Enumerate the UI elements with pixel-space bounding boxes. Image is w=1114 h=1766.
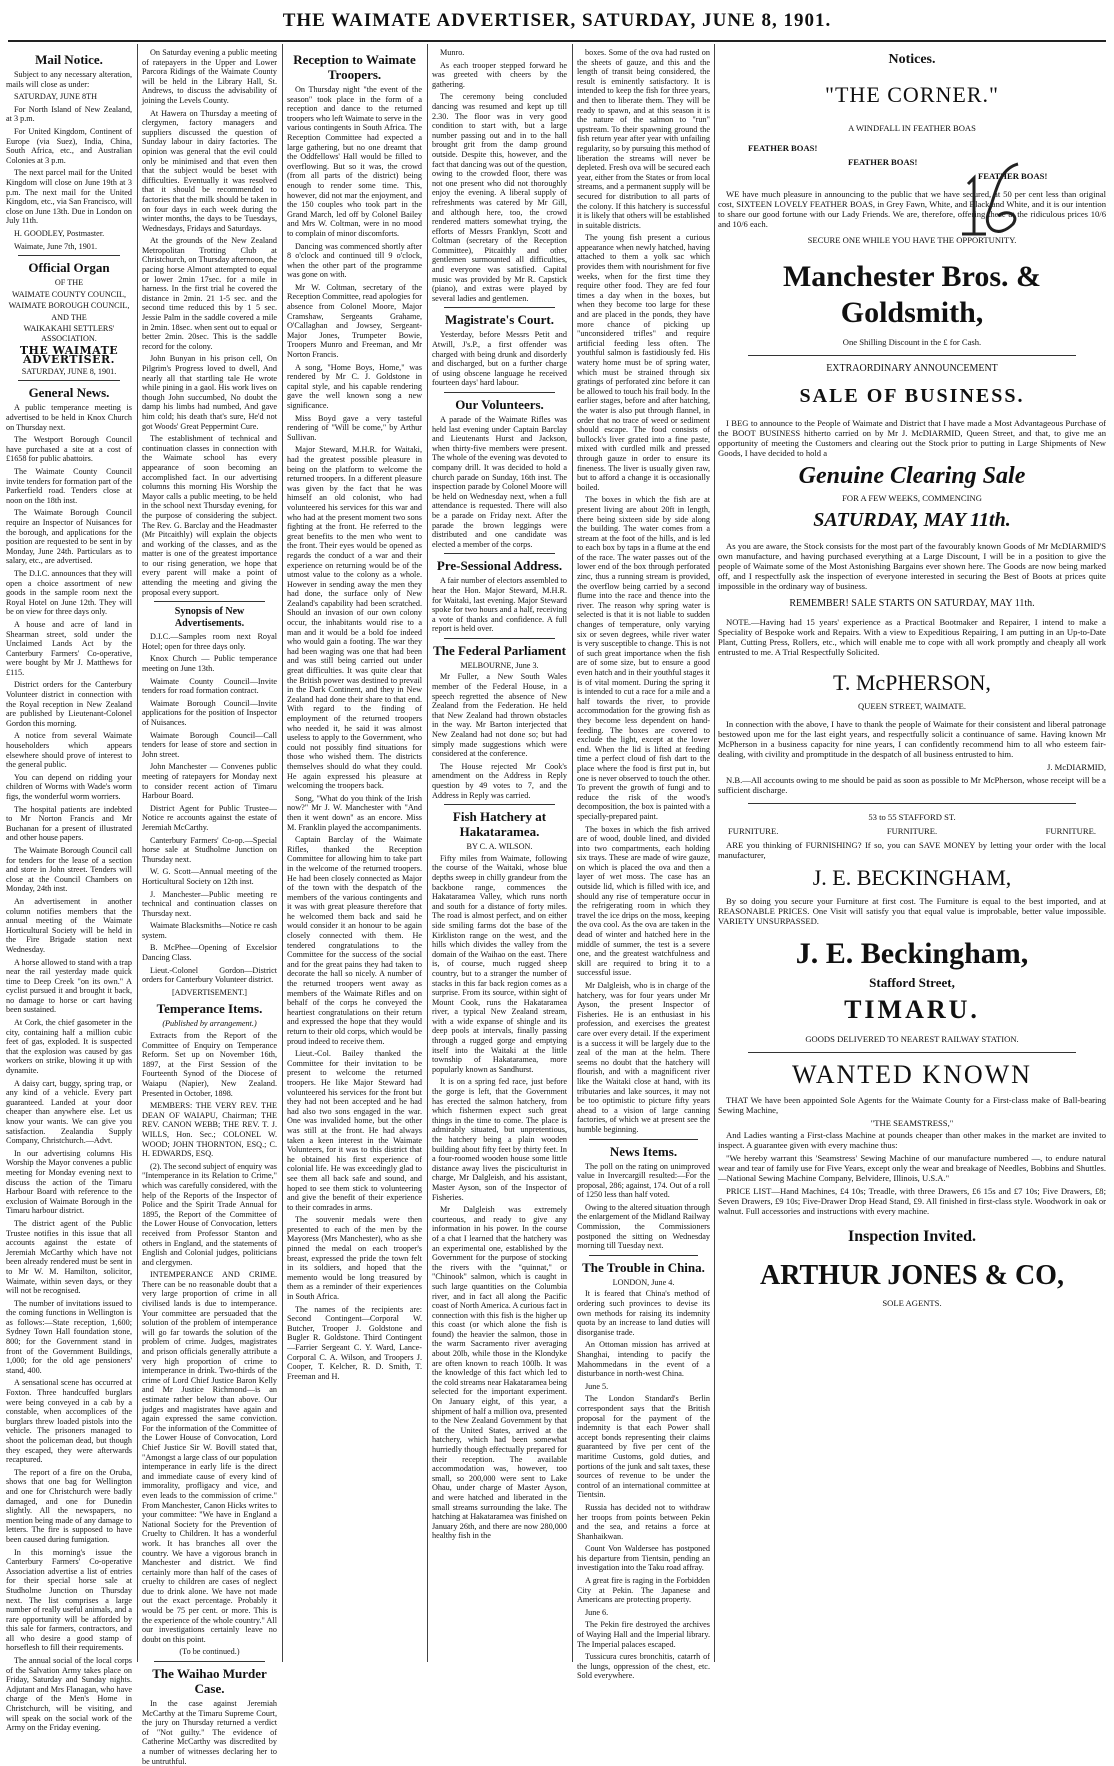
feather-boas-2: FEATHER BOAS! xyxy=(848,157,918,167)
paragraph: WAIMATE BOROUGH COUNCIL, xyxy=(8,301,130,311)
mcpherson-name: T. McPHERSON, xyxy=(833,670,991,695)
paragraph: Miss Boyd gave a very tasteful rendering of "Will be come," by Arthur Sullivan. xyxy=(287,413,422,442)
column-2 xyxy=(142,48,277,1766)
mcdiarmid-paragraph: In connection with the above, I have to thank the people of Waimate for their consistent and liberal patronage bestowed upon me for the last eight years, and respectfully solicit a continuance of same. Having known Mr McPherson in a business capacity for nine years, I can confidently recommend him to all who esteem fair-dealing, with civility and promptitude in the despatch of all business entrusted to him. xyxy=(718,719,1106,759)
paper-date: SATURDAY, JUNE 8, 1901. xyxy=(21,366,117,376)
paragraph: The Waimate County Council invite tenders for formation part of the Parkerfield road. Tenders close at noon on the 18th inst. xyxy=(6,467,132,505)
paragraph: A song, "Home Boys, Home," was rendered by Mr C. J. Goldstone in capital style, and his capable rendering gave the well known song a new significance. xyxy=(287,362,422,410)
corner-paragraph: WE have much pleasure in announcing to the public that we have secured, at 50 per cent less than original cost, SIXTEEN LOVELY FEATHER BOAS, in Grey Fawn, White, and Black and White, and it is our intention to share our good fortune with our Lady Friends. We are, therefore, offering these at the ridiculous prices 10/6 and 10/6 each. xyxy=(718,189,1106,229)
divider xyxy=(589,1255,698,1256)
paragraph: You can depend on ridding your children of Worms with Wade's worm figs, the wonderful worm worriers. xyxy=(6,772,132,801)
divider xyxy=(748,355,1076,356)
paragraph: On Thursday night "the event of the season" took place in the form of a reception and dance to the returned troopers who left Waimate to serve in the various contingents in South Africa. The Reception Committee had expected a large gathering, but no one dreamt that the Oddfellows' Hall would be filled to overflowing. But so it was, the crowd (from all parts of the district) being enough to render some time. This, however, did not mar the enjoyment, and the 150 couples who took part in the Grand March, led off by Colonel Bailey and Mrs W. Coltman, were in no mood to complain of minor discomforts. xyxy=(287,85,422,238)
paragraph: A daisy cart, buggy, spring trap, or any kind of a vehicle. Every part guaranteed. Landed at your door cheaper than anywhere else. Let us know your wants. We can give you satisfaction. Zealandia Supply Company, Christchurch.—Advt. xyxy=(6,1078,132,1146)
magistrates-court-body xyxy=(432,330,567,388)
synopsis-title: Synopsis of New Advertisements. xyxy=(174,606,245,630)
paragraph: The district agent of the Public Trustee notifies in this issue that all accounts against the estate of Jeremiah McCarthy which have not been already rendered must be sent in to Mr W. M. Hamilton, solicitor, Waimate, within seven days, or they will not be recognised. xyxy=(6,1218,132,1296)
paragraph: At the grounds of the New Zealand Metropolitan Trotting Club at Christchurch, on Thursday afternoon, the pacing horse Almont attempted to equal or lower 2min 17sec. for a mile in harness. In the first trial he covered the distance in 2min. 21 1-5 sec. and the second time reduced this by 1 5 sec. Jessie Palm in the saddle covered a mile in 2min. 18sec. when sent out to equal or better 2min. 20sec. This is the saddle record for the colony. xyxy=(142,236,277,351)
pre-sessional-title: Pre-Sessional Address. xyxy=(436,558,563,574)
furniture-label: FURNITURE. xyxy=(1045,826,1096,836)
column-rule xyxy=(137,44,138,1662)
news-items-body xyxy=(577,1162,710,1251)
paragraph: For North Island of New Zealand, at 3 p.m. xyxy=(6,104,132,124)
paragraph: (2). The second subject of enquiry was "Intemperance in its Relation to Crime," which was carefully considered, with the help of the Reports of the Inspector of Police and the Spirit Trade Annual for 1895, the Report of the Committee of the Lower House of Convocation, letters received from Professor Stanton and others in England, and the statements of English and Colonial judges, politicians and clergymen. xyxy=(142,1161,277,1267)
general-news-title: General News. xyxy=(28,385,110,401)
seamstress-line: "THE SEAMSTRESS," xyxy=(870,1118,954,1128)
paragraph: Knox Church — Public temperance meeting on June 13th. xyxy=(142,654,277,674)
paragraph: The names of the recipients are: Second Contingent—Corporal W. Butcher, Trooper J. Goldstone and Bugler R. Goldstone. Third Contingent—Farrier Sergeant C. Y. Ward, Lance-Corporal C. A. Wilson, and Troopers J. Cooper, T. Kelcher, R. D. Smith, T. Freeman and H. xyxy=(287,1304,422,1381)
sale-paragraph: I BEG to announce to the People of Waimate and District that I have made a Most Advantageous Purchase of the BOOT BUSINESS hitherto carried on by Mr J. McDIARMID, Queen Street, and that, to give me an opportunity of meeting the Customers and clearing out the Stock prior to putting in Large Shipments of New Goods, I have decided to hold a xyxy=(718,418,1106,458)
paragraph: At Hawera on Thursday a meeting of clergymen, factory managers and suppliers discussed the question of Sunday labour in dairy factories. The opinion was general that the evil could only be minimised and that even then that the subject would be beset with difficulties. Eventually it was resolved that it should be recommended to factories that the milk should be taken in on four days in each week during the winter months, the days to be Tuesdays, Wednesdays, Fridays and Saturdays. xyxy=(142,108,277,233)
paragraph: The report of a fire on the Oruba, shows that one bag for Wellington and one for Christchurch were badly damaged, and one for Dunedin slightly. All the newspapers, no mention being made of any damage to letters. The fire is supposed to have been caused during fumigation. xyxy=(6,1467,132,1544)
manchester-bros-heading: Manchester Bros. & Goldsmith, xyxy=(782,260,1042,329)
paragraph: Tussicura cures bronchitis, catarrh of the lungs, oppression of the chest, etc. Sold everywhere. xyxy=(577,1652,710,1681)
paragraph: The Waimate Borough Council require an Inspector of Nuisances for the borough, and applications for the position are requested to be sent in by Monday, June 24th. Particulars as to salary, etc., are advertised. xyxy=(6,508,132,566)
wanted-known-heading: WANTED KNOWN xyxy=(792,1060,1032,1089)
synopsis-body xyxy=(142,632,277,985)
paragraph: WAIMATE COUNTY COUNCIL, xyxy=(11,289,127,299)
paragraph: The annual social of the local corps of the Salvation Army takes place on Friday, Saturday and Sunday nights. Adjutant and Mrs Flanagan, who have charge of the Men's Home in Christchurch, will be visiting, and will speak on the social work of the Army on the Friday evening. xyxy=(6,1656,132,1733)
paragraph: It is on a spring fed race, just before the gorge is left, that the Government has erected the salmon hatchery, from which fishermen expect such great things in the time to come. The place is admirably situated, but unpretentious, the hatchery being a plain wooden building about fifty feet by thirty feet. In a four-roomed wooden house some little distance away lives the pisciculturist in charge, Mr Dalgleish, and his assistant, Master Ayson, son of the Inspector of Fisheries. xyxy=(432,1077,567,1202)
remember-line: REMEMBER! SALE STARTS ON SATURDAY, MAY 11th. xyxy=(789,598,1035,609)
paragraph: The D.I.C. announces that they will open a choice assortment of new goods in the sample room next the Royal Hotel on June 12th. They will be on view for three days only. xyxy=(6,568,132,617)
official-organ-lines xyxy=(6,278,132,344)
paragraph: The boxes in which the fish are at present living are about 20ft in length, there being sixteen side by side along the building. The water comes from a stream at the foot of the hills, and is led to each box by taps in a flume at the end of the race. The water passes out of the lower end of the box through perforated zinc, thus a running stream is provided, the overflow being carried by a second flume into the race and thence into the river. The reason why spring water is selected is that it is not liable to sudden changes of temperature, only varying six or seven degrees, while river water is very susceptible to change. This is not of such great importance when the fish are of some size, but to ensure a good even hatch and in their youthful stages it is of vital moment. During the spring it is intended to cut a race for a mile and a half towards the river, to provide accommodation for the growing fish as they become less dependent on hand-feeding. The boxes are covered to exclude the light, except at the lower end. When the lid is lifted at feeding time a perfect cloud of fish dart to the place where the food is first put in, but one is never observed to touch the other. To prevent the growth of fungi and to reduce the risk of the wood's decomposition, the box is painted with a specially-prepared paint. xyxy=(577,495,711,821)
furniture-label: FURNITURE. xyxy=(886,826,938,836)
paragraph: The souvenir medals were then presented to each of the men by the Mayoress (Mrs Manchester), who as she pinned the medal on each trooper's breast, expressed the pride the town felt in its soldiers, and hoped that the memento would be long treasured by them as a reminder of their experiences in South Africa. xyxy=(287,1215,422,1302)
note-paragraph: NOTE.—Having had 15 years' experience as a Practical Bootmaker and Repairer, I intend to make a Speciality of Bespoke work and Repairs. With a view to Expeditious Repairing, I am putting in an Up-to-Date Plant, Cutting Press, Rollers, etc., which will enable me to cope with all work promptly and cheaply all work entrusted to me. A Trial Respectfully Solicited. xyxy=(718,617,1106,657)
paragraph: Waimate, June 7th, 1901. xyxy=(14,241,98,251)
paragraph: OF THE xyxy=(54,278,84,288)
beckingham-heading: J. E. BECKINGHAM, xyxy=(812,865,1012,890)
paper-name: THE WAIMATE ADVERTISER. xyxy=(19,343,119,367)
federal-parliament-body xyxy=(432,672,567,800)
paragraph: The Waimate Borough Council call for tenders for the lease of a section and store in John street. Tenders will close at the Council Chambers on Monday, 24th inst. xyxy=(6,845,132,894)
notices-title: Notices. xyxy=(888,52,936,67)
mail-notice-body xyxy=(6,70,132,251)
paragraph: INTEMPERANCE AND CRIME. There can be no reasonable doubt that a very large proportion of crime in all civilised lands is due to intemperance. Your committee are persuaded that the solution of the problem of intemperance will go far towards the solution of the problem of crime. Judges, magistrates and prison officials generally attribute a very high proportion of crime to intemperance in drink. Two-thirds of the crime of Lord Chief Justice Baron Kelly and Mr Justice Richmond—is an estimate rather below than above. Our judges and magistrates have again and again expressed the same conviction. For the information of the Committee of the Lower House of Convocation, Lord Chief Justice Sir W. Bovill stated that, "Amongst a large class of our population intemperance in early life is the direct and immediate cause of every kind of immorality, profligacy and vice, and even leads to the commission of crime." From Manchester, Canon Hicks writes to your committee: "We have in England a National Society for the Prevention of Cruelty to Children. It has a wonderful work. It has branches all over the country. We have a vigorous branch in Manchester and district. We find certainly more than half of the cases of cruelty to children are cases of neglect due to drink alone. We have not made out the exact percentage. Probably it would be 75 per cent. or more. This is the experience of the whole country." All our investigations certainly leave no doubt on this point. xyxy=(142,1270,277,1644)
paragraph: The establishment of technical and continuation classes in connection with the Waimate school has every appearance of soon becoming an accomplished fact. In our advertising columns this morning His Worship the Mayor calls a public meeting, to be held in the school next Thursday evening, for the purpose of considering the subject. The Rev. G. Barclay and the Headmaster (Mr Pitcaithly) will explain the objects and working of the classes, and as the matter is one of the greatest importance to our rising generation, we hope that every parent will make a point of attending the meeting and giving the proposal every support. xyxy=(142,434,277,597)
divider xyxy=(589,1139,698,1140)
advertisement-tag: [ADVERTISEMENT.] xyxy=(171,987,248,997)
volunteers-body xyxy=(432,415,567,549)
waihao-title: The Waihao Murder Case. xyxy=(152,1666,267,1697)
divider xyxy=(444,804,555,805)
stock-paragraph: As you are aware, the Stock consists for the most part of the favourably known Goods of Mr McDIARMID'S own manufacture, and having purchased everything at a Large Discount, I will be in a position to give the people of Waimate some of the Most Astonishing Bargains ever shown here. The Goods are now being marked off, and I respectfully ask the inspection of everyone interested in securing the Best of Boots at prices quite impossible in the ordinary way of business. xyxy=(718,541,1106,591)
column-rule xyxy=(714,44,715,1662)
divider xyxy=(444,392,555,393)
paragraph: H. GOODLEY, Postmaster. xyxy=(14,228,105,238)
paragraph: On Saturday evening a public meeting of ratepayers in the Upper and Lower Parcora Ridings of the Waimate County will be held in the Library Hall, St. Andrews, to discuss the advisability of joining the Levels County. xyxy=(142,48,277,105)
column-5 xyxy=(577,48,711,1681)
volunteers-title: Our Volunteers. xyxy=(455,397,544,412)
paragraph: John Manchester — Convenes public meeting of ratepayers for Monday next to consider recent action of Timaru Harbour Board. xyxy=(142,762,277,801)
feather-boas-1: FEATHER BOAS! xyxy=(748,143,818,153)
paragraph: The Westport Borough Council have purchased a site at a cost of £1658 for public abattoirs. xyxy=(6,435,132,464)
column-1 xyxy=(6,48,133,1733)
column-3 xyxy=(287,48,422,1660)
arthur-jones-heading: ARTHUR JONES & CO, xyxy=(760,1260,1064,1291)
fish-hatchery-continued xyxy=(577,48,710,1135)
price-list-paragraph: PRICE LIST—Hand Machines, £4 10s; Treadle, with three Drawers, £6 15s and £7 10s; Five Drawers, £8; Seven Drawers, £9 10s; Five-Drawer Drop Head Stand, £9. All finished in first-class style. Woodwork in oak or walnut. Full accessories and instructions with every machine. xyxy=(718,1186,1106,1216)
beckingham-script-heading: J. E. Beckingham, xyxy=(795,937,1029,970)
furniture-row xyxy=(728,826,1096,836)
goods-delivered-line: GOODS DELIVERED TO NEAREST RAILWAY STATION. xyxy=(805,1034,1019,1044)
paragraph: The young fish present a curious appearance when newly hatched, having attached to them a yolk sac which provides them with nourishment for five weeks, when for the first time they require other food. They are fed four times a day when in the boxes, but when they become too large for these and are placed in the ponds, they have more chance of picking up "unconsidered trifles" and require artificial feeding less often. The youthful salmon is fastidiously fed. His watery home must be of spring water, which must be strained through six gratings of perforated zinc before it can be allowed to touch his frail body. In the earlier stages, before and after hatching, the water is also put through flannel, in order that no trace of weed or sediment should escape. The food consists of bullock's liver grated into a fine paste, mixed with curdled milk and pressed through gauze in order to ensure its fineness. The liver is usually given raw, but to afford a change it is occasionally boiled. xyxy=(577,233,710,492)
divider xyxy=(154,601,265,602)
divider xyxy=(748,803,1076,804)
paragraph: The boxes in which the fish arrived are of wood, double lined, and divided into two compartments, each holding six trays. These are made of wire gauze, on which is placed the ova and then a layer of wet moss. The case has an outside lid, which is filled with ice, and should any rise of temperature occur in the refrigerating room in which they travel the ice drips on the moss, keeping the ova cool. As the ova are taken in the dead of winter and hatched here in the middle of summer, the test is a severe one, and the greatest watchfulness and skill are required to bring it to a successful issue. xyxy=(577,824,710,978)
stafford-street-line: Stafford Street, xyxy=(869,975,955,990)
windfall-line: A WINDFALL IN FEATHER BOAS xyxy=(848,123,976,133)
masthead-rule xyxy=(8,40,1106,42)
paragraph: The ceremony being concluded dancing was resumed and kept up till 2.30. The floor was in very good condition to start with, but a large number passing out and in to the hall brought grit from the damp ground outside. Despite this, however, and the fact that dancing was out of the question, owing to the crowded floor, there was not one present who did not thoroughly enjoy the evening. A liberal supply of refreshments was catered by Mr Gill, and although here, too, the crowd rendered matters somewhat trying, the efforts of Messrs Franklyn, Scott and Coltman (secretary of the Reception Committee), Pitcaithly and other gentlemen surmounted all difficulties, and everyone was satisfied. Capital music was provided by Mr R. Capstick (piano), and extras were played by several ladies and gentlemen. xyxy=(432,92,567,303)
feather-boas-3: FEATHER BOAS! xyxy=(978,171,1048,181)
extraordinary-announcement: EXTRAORDINARY ANNOUNCEMENT xyxy=(826,363,998,374)
official-organ-title: Official Organ xyxy=(28,260,110,276)
sole-agents-line: SOLE AGENTS. xyxy=(882,1298,942,1308)
paragraph: Subject to any necessary alteration, mails will close as under: xyxy=(6,70,132,89)
column-4 xyxy=(432,48,567,1660)
paragraph: A horse allowed to stand with a trap near the rail yesterday made quick time to Deep Creek "on its own." A cyclist pursued it and brought it back, no damage to horse or cart having been sustained. xyxy=(6,957,133,1015)
divider xyxy=(18,380,120,381)
beckingham-paragraph: By so doing you secure your Furniture at first cost. The Furniture is equal to the best imported, and at REASONABLE PRICES. One Visit will satisfy you that equal value is improbable, better value impossible. VARIETY UNSURPASSED. xyxy=(718,896,1106,926)
magistrates-court-title: Magistrate's Court. xyxy=(444,312,555,328)
reception-continued xyxy=(432,48,567,303)
reception-body xyxy=(287,85,422,1381)
few-weeks-line: FOR A FEW WEEKS, COMMENCING xyxy=(842,493,982,503)
paragraph: W. G. Scott—Annual meeting of the Horticultural Society on 12th inst. xyxy=(142,867,277,886)
paragraph: John Bunyan in his prison cell, On Pilgrim's Progress loved to dwell, And nearly all that startling tale He wrote while pining in a gaol. His work lives on though John succumbed, No doubt the damp his limbs had numbed, And gave him cold; his death that's sure, He'd not got Woods' Great Peppermint Cure. xyxy=(142,354,277,431)
column-rule xyxy=(282,44,283,1662)
pre-sessional-body xyxy=(432,576,567,634)
temperance-body xyxy=(142,1031,277,1644)
paragraph: June 6. xyxy=(585,1607,609,1617)
paragraph: D.I.C.—Samples room next Royal Hotel; open for three days only. xyxy=(142,632,277,651)
handwritten-annotation xyxy=(958,154,1028,264)
paragraph: In this morning's issue the Canterbury Farmers' Co-operative Association advertise a list of entries for their special horse sale at Studholme Junction on Thursday next. The list comprises a large number of really useful animals, and a rare opportunity will be afforded by this sale for farmers, contractors, and all who desire a good stamp of horseflesh to fill their requirements. xyxy=(6,1547,132,1653)
paragraph: B. McPhee—Opening of Excelsior Dancing Class. xyxy=(142,943,277,963)
the-corner-heading: "THE CORNER." xyxy=(825,82,999,107)
cash-discount-line: One Shilling Discount in the £ for Cash. xyxy=(842,337,982,347)
paragraph: Waimate County Council—Invite tenders for road formation contract. xyxy=(142,676,277,696)
paragraph: Count Von Waldersee has postponed his departure from Tientsin, pending an investigation into the Taku road affray. xyxy=(577,1544,710,1573)
divider xyxy=(154,1661,265,1662)
temperance-subtitle: (Published by arrangement.) xyxy=(162,1019,257,1029)
paragraph: The poll on the rating on unimproved value in Invercargill resulted:—For the proposal, 286; against, 174. Out of a roll of 1250 less than half voted. xyxy=(577,1161,710,1200)
masthead: THE WAIMATE ADVERTISER, SATURDAY, JUNE 8, 1901. xyxy=(282,10,832,31)
china-dateline: LONDON, June 4. xyxy=(612,1277,675,1287)
paragraph: Owing to the altered situation through the enlargement of the Midland Railway Commission, the Commissioners postponed the sitting on Wednesday morning till Tuesday next. xyxy=(577,1202,710,1251)
paragraph: The House rejected Mr Cook's amendment on the Address in Reply question by 49 votes to 7, and the Address in Reply was carried. xyxy=(432,761,567,800)
fish-hatchery-byline: BY C. A. WILSON. xyxy=(466,842,533,852)
paragraph: An advertisement in another column notifies members that the annual meeting of the Waimate Horticultural Society will be held in the Fire Brigade station next Wednesday. xyxy=(6,896,132,954)
divider xyxy=(748,1052,1076,1053)
paragraph: The next parcel mail for the United Kingdom will close on June 19th at 3 p.m. The next mail for the United Kingdom, etc., via San Francisco, will close on June 13th. Due in London on July 11th. xyxy=(6,168,132,226)
paragraph: An Ottoman mission has arrived at Shanghai, intending to pacify the Mahommedans in the event of a disturbance in north-west China. xyxy=(577,1340,710,1379)
seamstress-paragraph: And Ladies wanting a First-class Machine at pounds cheaper than other makes in the market are invited to inspect. A guarantee given with every machine thus: xyxy=(718,1130,1106,1150)
paragraph: In our advertising columns His Worship the Mayor convenes a public meeting for Monday evening next to discuss the action of the Timaru Harbour Board with reference to the exclusion of Waimate Borough in the Timaru harbour district. xyxy=(6,1148,132,1216)
paragraph: MEMBERS: THE VERY REV. THE DEAN OF WAIAPU, Chairman; THE REV. CANON WEBB; THE REV. T. J. WILLS, Hon. Sec.; COLONEL W. WOOD; JOHN THORNTON, ESQ.; C. H. EDWARDS, ESQ. xyxy=(142,1101,277,1159)
column-2-items xyxy=(142,48,277,597)
paragraph: The hospital patients are indebted to Mr Norton Francis and Mr Buchanan for a present of illustrated and other house papers. xyxy=(6,804,132,843)
paragraph: Lieut.-Colonel Gordon—District orders for Canterbury Volunteer district. xyxy=(142,965,277,985)
paragraph: Major Steward, M.H.R. for Waitaki, had the greatest possible pleasure in being on the platform to welcome the returned troopers. In a different pleasure was given by the fact that he was himself an old colonist, who had volunteered his services for this war and who had at the present moment two sons fighting at the front. He referred to the great benefits to the men who went to the front. Their eyes would be opened as regards the conduct of a war and their experience on returning would be of the utmost value to the colony as a whole. However in sending away the men they had done, the surface only of New Zealand's capability had been scratched. Should an invasion of our own colony occur, the inhabitants would rise to a man and it would be a bold foe indeed who would gain a footing. The war they had been waging was one that had been and was still being carried out under great difficulties. It was quite clear that the British power was destined to prevail in the Dark Continent, and they in New Zealand had done their share to that end. With regard to the finding of employment of the returned troopers who needed it, he said it was almost useless to apply to the Government, who could not possibly find situations for those who wished them. The districts themselves should do what they could. He again expressed his pleasure at welcoming the troopers back. xyxy=(287,445,422,791)
general-news-body xyxy=(6,403,132,1732)
paragraph: Mr Dalgleish was extremely courteous, and ready to give any information in his power. In the course of a chat I learned that the hatchery was an experimental one, established by the Government for the purpose of stocking the rivers with the "quinnat," or "Chinook" salmon, which is caught in such large quantities on the Columbia river, and in fact all along the Pacific coast of North America. A curious fact in connection with this fish is the higher up this coast (or which alone the fish is found) the heavier the salmon, those in the warm Sacramento river averaging about 20lb, while those in the Klondyke are often known to reach 100lb. It was the knowledge of this fact which led to the cold streams near Hakataramea being selected for the important experiment. On January eight, of this year, a shipment of half a million ova, presented to the New Zealand Government by that of the United States, arrived at the hatchery, which had been somewhat hurriedly though effectually prepared for their reception. The available accommodation was, however, too small, so 200,000 were sent to Lake Ohau, under charge of Master Ayson, and were hatched and liberated in the small streams surrounding the lake. The hatching at Hakataramea was finished on January 26th, and there are now 280,000 healthy fish in the xyxy=(432,1205,567,1541)
paragraph: Russia has decided not to withdraw her troops from points between Pekin and the sea, and retains a force at Shanhaikwan. xyxy=(577,1502,710,1541)
waihao-body xyxy=(142,1699,277,1766)
column-rule xyxy=(572,44,573,1662)
federal-parliament-title: The Federal Parliament xyxy=(433,642,566,658)
divider xyxy=(444,638,555,639)
column-rule xyxy=(427,44,428,1662)
divider xyxy=(18,255,120,256)
sale-of-business-heading: SALE OF BUSINESS. xyxy=(799,385,1025,407)
paragraph: Mr W. Coltman, secretary of the Reception Committee, read apologies for absence from Colonel Moore, Major Cramshaw, Sergeants Grahame, O'Callaghan and Jowsey, Sergeant-Major Jones, Trumpeter Bowie, Troopers Munro and Freeman, and Mr Norton Francis. xyxy=(287,282,422,360)
stafford-address: 53 to 55 STAFFORD ST. xyxy=(868,812,956,822)
paragraph: The Pekin fire destroyed the archives of Waying Hall and the Imperial library. The Imperial palaces escaped. xyxy=(577,1620,710,1649)
china-body xyxy=(577,1289,710,1681)
inspection-invited: Inspection Invited. xyxy=(847,1228,977,1245)
paragraph: J. Manchester—Public meeting re technical and continuation classes on Thursday next. xyxy=(142,889,277,918)
paragraph: A house and acre of land in Shearman street, sold under the Unclaimed Lands Act by the Canterbury Farmers' Co-operative, were bought by Mr J. Matthews for £115. xyxy=(6,619,132,677)
paragraph: A parade of the Waimate Rifles was held last evening under Captain Barclay and Lieutenants Hurst and Jackson, when thirty-five members were present. The whole of the evening was devoted to company drill. It was decided to hold a church parade on Sunday, 16th inst. The inspection parade by Colonel Moore will be held on Wednesday next, when a full attendance is requested. There will also be a parade on Friday next. After the parade the brown leggings were distributed and one candidate was elected a member of the corps. xyxy=(432,415,567,549)
fish-hatchery-title: Fish Hatchery at Hakataramea. xyxy=(452,809,547,840)
paragraph: In the case against Jeremiah McCarthy at the Timaru Supreme Court, the jury on Thursday returned a verdict of "Not guilty." The evidence of Catherine McCarthy was discredited by a number of witnesses declaring her to be untruthful. xyxy=(142,1699,277,1766)
reception-title: Reception to Waimate Troopers. xyxy=(293,52,416,82)
paragraph: It is feared that China's method of ordering such provinces to devise its own methods for raising its indemnity quota by an increase to land duties will disorganise trade. xyxy=(577,1289,710,1337)
paragraph: District orders for the Canterbury Volunteer district in connection with the Royal reception in New Zealand are published by Lieutenant-Colonel Gordon this morning. xyxy=(6,680,132,728)
paragraph: AND THE xyxy=(51,312,87,322)
paragraph: District Agent for Public Trustee—Notice re accounts against the estate of Jeremiah McCarthy. xyxy=(142,803,277,832)
paragraph: Munro. xyxy=(440,48,465,57)
paragraph: Fifty miles from Waimate, following the course of the Waitaki, whose blue depths sweep in chilly grandeur from the backbone range, commences the Hakataramea Valley, which runs north and south for a distance of forty miles. The road is almost perfect, and on either side smiling farms dot the base of the Kirkliston range on the west, and the hills which divides the valley from the domain of the Waihao on the east. There is, of course, much rugged sheep country, but to a stranger the number of stacks in this far back region comes as a surprise. From its source, within sight of Mount Cook, runs the Hakataramea river, a typical New Zealand stream, with a wide expanse of shingle and its deep pools at intervals, finally passing through a rugged gorge and emptying itself into the Waitaki at the little township of Hakataramea, more popularly known as Sandhurst. xyxy=(432,853,567,1074)
china-title: The Trouble in China. xyxy=(582,1259,705,1275)
paragraph: Song, "What do you think of the Irish now?" Mr J. W. Manchester with "And then it went down" as an encore. Miss M. Franklin played the accompaniments. xyxy=(287,793,422,832)
paragraph: As each trooper stepped forward he was greeted with cheers by the gathering. xyxy=(432,60,567,89)
paragraph: Waimate Borough Council—Call tenders for lease of store and section in John street. xyxy=(142,730,277,759)
paragraph: Waimate Borough Council—Invite applications for the position of Inspector of Nuisances. xyxy=(142,698,277,727)
paragraph: Waimate Blacksmiths—Notice re cash system. xyxy=(142,921,277,940)
paragraph: Mr Fuller, a New South Wales member of the Federal House, in a speech regretted the absence of New Zealand from the Federation. He held that New Zealand had thrown obstacles in the way. Mr Barton interjected that New Zealand had not done so; but had simply made suggestions which were considered at the conference. xyxy=(432,672,567,759)
paragraph: A sensational scene has occurred at Foxton. Three handcuffed burglars were being conveyed in a cab by a constable, when accomplices of the burglars threw loaded pistols into the vehicle. The prisoners managed to shoot the policeman dead, but though they escaped, they were afterwards recaptured. xyxy=(6,1378,132,1465)
furniture-label: FURNITURE. xyxy=(728,826,779,836)
saturday-may-11: SATURDAY, MAY 11th. xyxy=(813,509,1011,531)
timaru-heading: TIMARU. xyxy=(844,995,980,1024)
paragraph: At Cork, the chief gasometer in the city, containing half a million cubic feet of gas, exploded. It is suspected that the explosion was caused by gas workers on strike, blowing it up with dynamite. xyxy=(6,1018,132,1076)
temperance-title: Temperance Items. xyxy=(156,1001,263,1017)
to-be-continued: (To be continued.) xyxy=(179,1647,240,1657)
paragraph: Canterbury Farmers' Co-op.—Special horse sale at Studholme Junction on Thursday next. xyxy=(142,835,277,864)
paragraph: Lieut.-Col. Bailey thanked the Committee for their invitation to be present to welcome the returned troopers. He like Major Steward had volunteered his services for the front but they had not been accepted and he had had also two sons engaged in the war. One was invalided home, but the other was still at the front. He had always taken a keen interest in the Waimate Volunteers, for it was to this district that he obtained his first experience of colonial life. He was exceedingly glad to see them all back safe and sound, and hoped to see them stick to volunteering and give the benefit of their experience to their comrades in arms. xyxy=(287,1049,422,1212)
fish-hatchery-body xyxy=(432,854,567,1541)
guarantee-paragraph: "We hereby warrant this 'Seamstress' Sewing Machine of our manufacture numbered —, to endure natural wear and tear of family use for Five Years, except only the wear and breakage of Needles, Bobbins and Shuttles.—National Sewing Machine Company, Belvidere, Illinois, U.S.A." xyxy=(718,1153,1106,1183)
genuine-clearing-sale: Genuine Clearing Sale xyxy=(798,463,1026,489)
news-items-title: News Items. xyxy=(609,1143,678,1159)
mail-notice-title: Mail Notice. xyxy=(35,52,103,67)
paragraph: The London Standard's Berlin correspondent says that the British proposal for the payment of the indemnity is that each Power shall accept bonds representing their claims guaranteed by five per cent of the maritime Customs, gold duties, and portions of the junk and salt taxes, these sources of revenue to be under the control of an international committee at Tientsin. xyxy=(577,1394,710,1500)
paragraph: The number of invitations issued to the coming functions in Wellington is as follows:—State reception, 1,600; Sydney Town Hall foundation stone, 800; for the Government stand in front of the Government Buildings, 1,000; for the old age pensioners' stand, 400. xyxy=(6,1298,132,1375)
paragraph: SATURDAY, JUNE 8TH xyxy=(14,92,98,102)
paragraph: A public temperance meeting is advertised to be held in Knox Church on Thursday next. xyxy=(6,403,132,432)
mcdiarmid-nb: N.B.—All accounts owing to me should be paid as soon as possible to Mr McPherson, whose receipt will be a sufficient discharge. xyxy=(718,775,1106,795)
divider xyxy=(444,553,555,554)
mcdiarmid-signature: J. McDIARMID, xyxy=(1047,762,1106,772)
wanted-paragraph: THAT We have been appointed Sole Agents for the Waimate County for a First-class make of Ball-bearing Sewing Machine, xyxy=(718,1095,1106,1115)
paragraph: A notice from several Waimate householders which appears elsewhere should prove of interest to the general public. xyxy=(6,731,132,770)
paragraph: June 5. xyxy=(585,1381,609,1391)
paragraph: Yesterday, before Messrs Petit and Atwill, J's.P., a first offender was charged with being drunk and disorderly and discharged, but on a further charge of using obscene language he received fourteen days' hard labour. xyxy=(432,330,567,388)
federal-dateline: MELBOURNE, June 3. xyxy=(460,660,539,670)
paragraph: A fair number of electors assembled to hear the Hon. Major Steward, M.H.R. for Waitaki, last evening. Major Steward spoke for two hours and a half, receiving a vote of thanks and confidence. A full report is held over. xyxy=(432,576,567,634)
paragraph: WAIKAKAHI SETTLERS' ASSOCIATION. xyxy=(23,324,115,344)
paragraph: Extracts from the Report of the Committee of Enquiry on Temperance Reform. Set up on November 16th, 1897, at the First Session of the Fourteenth Synod of the Diocese of Waiapu (Napier), New Zealand. Presented in October, 1898. xyxy=(142,1031,277,1098)
paragraph: boxes. Some of the ova had rusted on the sheets of gauze, and this and the length of transit being considered, the result is eminently satisfactory. It is intended to keep the fish for three years, and then to liberate them. They will be ready to spawn, and at this season it is the nature of the salmon to "run" upstream. To their spawning ground the fish return year after year with unfailing regularity, so by pursuing this method of liberation the streams will never be depleted. Fresh ova will be secured each year, either from the States or from local streams, and a permanent supply will be secured for distribution to all parts of the colony. If this hatchery is successful it is likely that others will be established in suitable districts. xyxy=(577,48,710,230)
paragraph: Dancing was commenced shortly after 8 o'clock and continued till 9 o'clock, when the other part of the programme was gone on with. xyxy=(287,241,422,280)
furnishing-paragraph: ARE you thinking of FURNISHING? If so, you can SAVE MONEY by letting your order with the local manufacturer, xyxy=(718,840,1106,860)
divider xyxy=(444,307,555,308)
secure-one-line: SECURE ONE WHILE YOU HAVE THE OPPORTUNITY. xyxy=(807,235,1017,245)
paragraph: Captain Barclay of the Waimate Rifles, thanked the Reception Committee for allowing him to take part in the welcome of the returned troopers. He had been closely connected as Major of the town with the despatch of the members of the various contingents and it was with great pleasure therefore that he welcomed them back and said he would consider it an honour to be again closely connected with them. He tendered congratulations to the Committee for the success of the social and for the great pains they had taken to decorate the hall so nicely. A number of the returned troopers went away as members of the Waimate Rifles and on behalf of the corps he conveyed the heartiest congratulations on their return and expressed the hope that they would return to their old corps, which would be proud indeed to receive them. xyxy=(287,835,422,1046)
advertisements-column xyxy=(718,48,1106,1660)
paragraph: Mr Dalgleish, who is in charge of the hatchery, was for four years under Mr Ayson, the present Inspector of Fisheries. He is an enthusiast in his profession, and exercises the greatest care over every detail. If the experiment is a success it will be largely due to the zeal of the man at the helm. There seems no doubt that the hatchery will flourish, and with a magnificent river like the Waitaki close at hand, with its tributaries and lake sources, it may not be too optimistic to picture fifty years ahead to a vision of large canning factories, of which we at present see the humble beginning. xyxy=(577,981,710,1134)
queen-street-line: QUEEN STREET, WAIMATE. xyxy=(857,701,967,711)
paragraph: For United Kingdom, Continent of Europe (via Suez), India, China, South Africa, etc., and Australian Colonies at 3 p.m. xyxy=(6,126,132,165)
paragraph: A great fire is raging in the Forbidden City at Pekin. The Japanese and Americans are protecting property. xyxy=(577,1576,710,1605)
